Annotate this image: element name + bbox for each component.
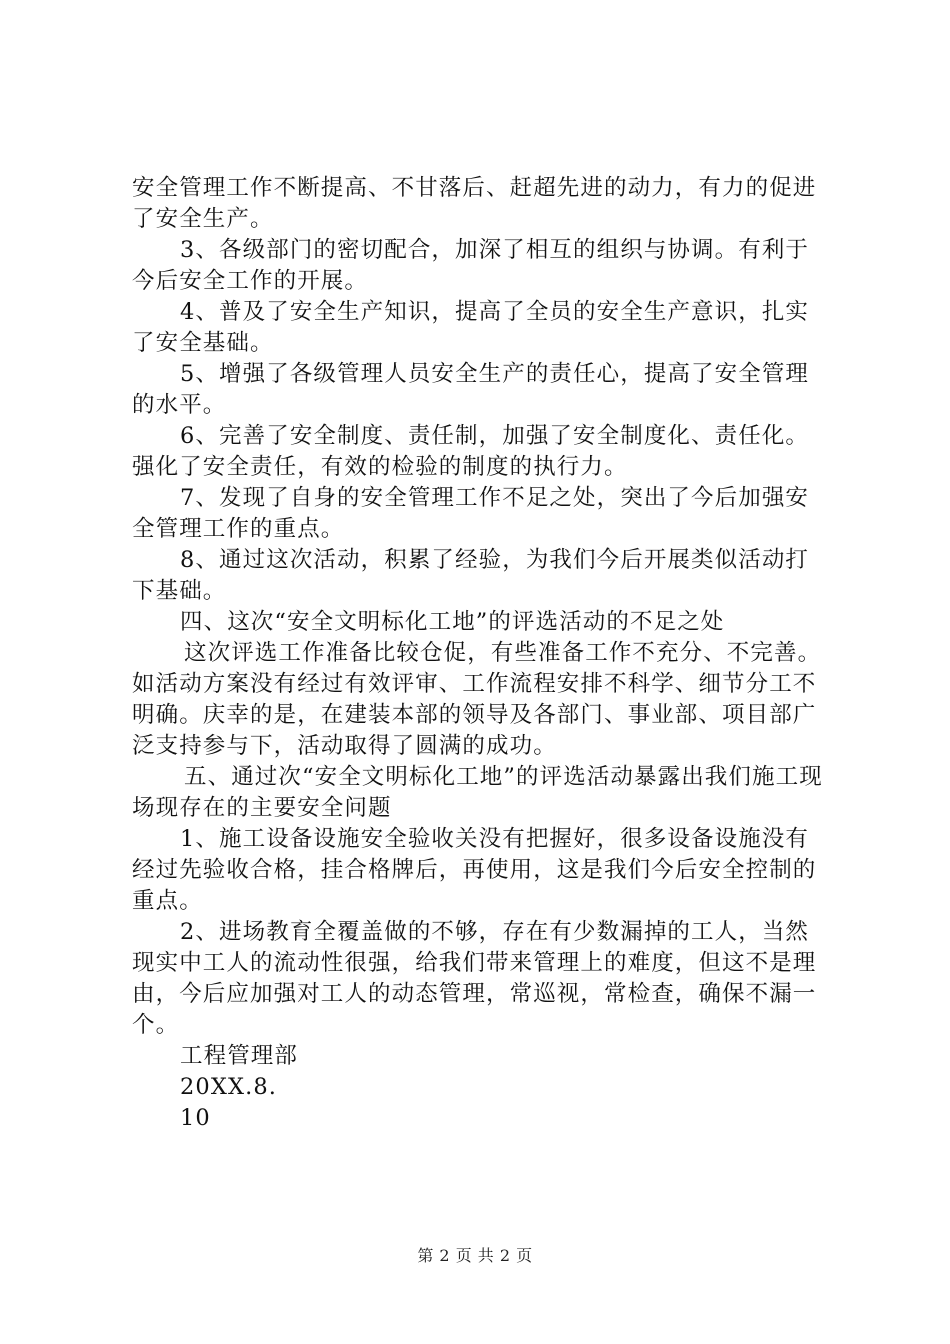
paragraph-issue-2: 2、进场教育全覆盖做的不够，存在有少数漏掉的工人，当然现实中工人的流动性很强，给我们带来管理上的难度，但这不是理由，今后应加强对工人的动态管理，常巡视，常检查，确保不漏一个。 (132, 919, 817, 1038)
paragraph-item-4: 4、普及了安全生产知识，提高了全员的安全生产意识，扎实了安全基础。 (132, 299, 810, 356)
paragraph-item-8: 8、通过这次活动，积累了经验，为我们今后开展类似活动打下基础。 (132, 547, 810, 604)
paragraph-item-5: 5、增强了各级管理人员安全生产的责任心，提高了安全管理的水平。 (132, 361, 810, 418)
section-heading-5: 五、通过次“安全文明标化工地”的评选活动暴露出我们施工现场现存在的主要安全问题 (132, 764, 823, 821)
signature-date-line-1: 20XX.8. (180, 1074, 277, 1100)
section-heading-4: 四、这次“安全文明标化工地”的评选活动的不足之处 (180, 609, 725, 635)
document-body (132, 173, 832, 1134)
paragraph-issue-1: 1、施工设备设施安全验收关没有把握好，很多设备设施没有经过先验收合格，挂合格牌后，再使用，这是我们今后安全控制的重点。 (132, 826, 817, 914)
paragraph-item-6: 6、完善了安全制度、责任制，加强了安全制度化、责任化。强化了安全责任，有效的检验的制度的执行力。 (132, 423, 810, 480)
paragraph-item-7: 7、发现了自身的安全管理工作不足之处，突出了今后加强安全管理工作的重点。 (132, 485, 810, 542)
paragraph-intro: 安全管理工作不断提高、不甘落后、赶超先进的动力，有力的促进了安全生产。 (132, 175, 817, 232)
signature-date-line-2: 10 (180, 1105, 211, 1131)
paragraph-item-3: 3、各级部门的密切配合，加深了相互的组织与协调。有利于今后安全工作的开展。 (132, 237, 810, 294)
page-number-footer: 第 2 页 共 2 页 (417, 1246, 533, 1265)
paragraph-shortcomings: 这次评选工作准备比较仓促，有些准备工作不充分、不完善。如活动方案没有经过有效评审、工作流程安排不科学、细节分工不明确。庆幸的是，在建装本部的领导及各部门、事业部、项目部广泛支持参与下，活动取得了圆满的成功。 (132, 640, 822, 759)
signature-department: 工程管理部 (180, 1043, 299, 1069)
